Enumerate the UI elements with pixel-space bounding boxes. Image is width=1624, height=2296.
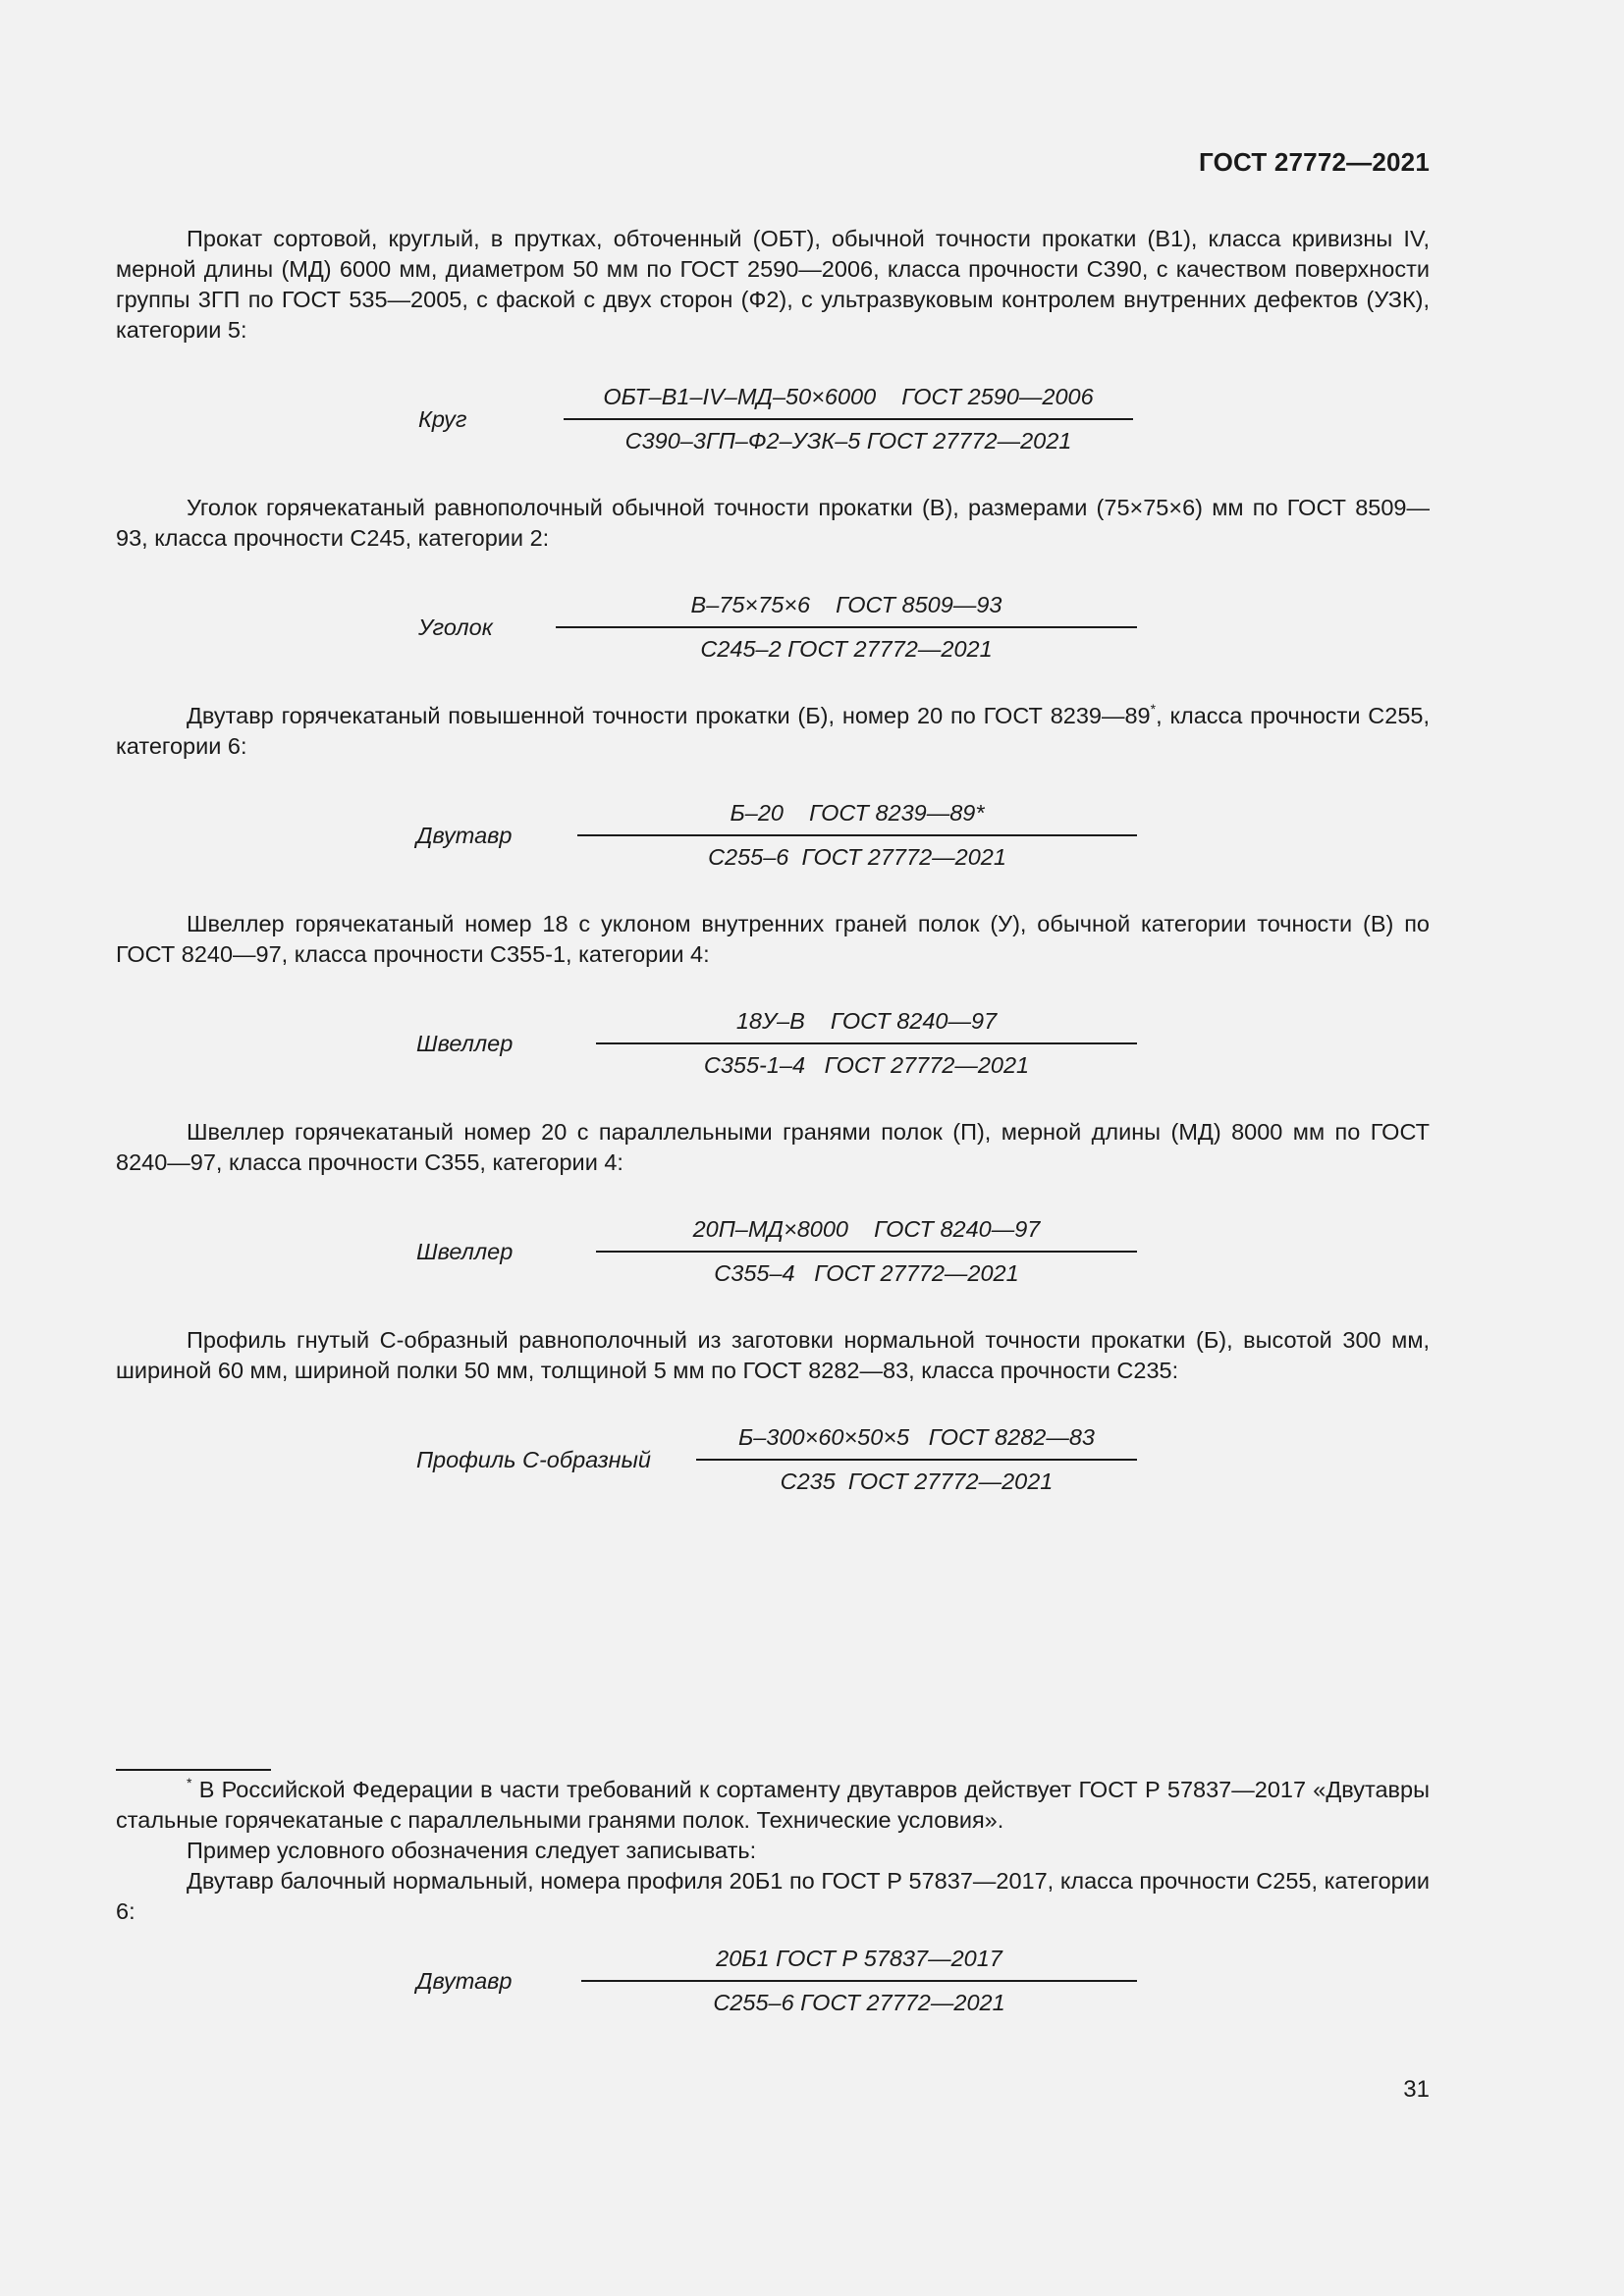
formula-denominator: С355-1–4 ГОСТ 27772—2021 — [703, 1052, 1030, 1078]
footnote-text: Пример условного обозначения следует записывать: — [187, 1838, 757, 1863]
formula-numerator: 18У–В ГОСТ 8240—97 — [735, 1008, 998, 1034]
footnote-separator — [116, 1769, 271, 1771]
formula-numerator: В–75×75×6 ГОСТ 8509—93 — [690, 592, 1002, 617]
main-content — [116, 224, 1430, 1533]
formula-denominator: С355–4 ГОСТ 27772—2021 — [714, 1260, 1019, 1286]
formula-numerator: Б–300×60×50×5 ГОСТ 8282—83 — [738, 1424, 1095, 1450]
designation-formula — [116, 1178, 1430, 1325]
document-header: ГОСТ 27772—2021 — [1199, 147, 1430, 177]
footnote-reference: * — [1150, 701, 1157, 717]
formula-denominator: С255–6 ГОСТ 27772—2021 — [708, 844, 1006, 870]
formula-fraction — [596, 1214, 1137, 1289]
formula-fraction — [556, 590, 1137, 665]
description-text: Двутавр горячекатаный повышенной точности прокатки (Б), номер 20 по ГОСТ 8239—89 — [187, 703, 1151, 728]
formula-numerator: 20Б1 ГОСТ Р 57837—2017 — [716, 1946, 1002, 1971]
footnote-text — [116, 1775, 1430, 1836]
formula-numerator: ОБТ–В1–IV–МД–50×6000 ГОСТ 2590—2006 — [603, 384, 1094, 409]
formula-numerator: Б–20 ГОСТ 8239—89* — [730, 800, 985, 826]
formula-fraction — [696, 1422, 1137, 1497]
formula-label: Швеллер — [416, 1030, 514, 1056]
formula-numerator: 20П–МД×8000 ГОСТ 8240—97 — [692, 1216, 1041, 1242]
formula-label: Уголок — [418, 614, 493, 640]
formula-denominator: С235 ГОСТ 27772—2021 — [780, 1468, 1054, 1494]
example-description: Профиль гнутый С-образный равнополочный из заготовки нормальной точности прокатки (Б), высотой 300 мм, шириной 60 мм, шириной полки 50 мм, толщиной 5 мм по ГОСТ 8282—83, класса прочности С235: — [116, 1327, 1430, 1383]
formula-label: Двутавр — [416, 1967, 513, 1994]
example-description: Уголок горячекатаный равнополочный обычной точности прокатки (В), размерами (75×75×6) мм по ГОСТ 8509—93, класса прочности С245, категории 2: — [116, 495, 1430, 551]
formula-fraction — [577, 798, 1137, 873]
designation-formula — [116, 762, 1430, 909]
page-number: 31 — [1403, 2076, 1430, 2103]
formula-label: Профиль С-образный — [416, 1446, 651, 1472]
formula-denominator: С255–6 ГОСТ 27772—2021 — [713, 1990, 1005, 2015]
formula-denominator: С390–3ГП–Ф2–УЗК–5 ГОСТ 27772—2021 — [624, 428, 1072, 454]
designation-formula — [116, 554, 1430, 701]
formula-label: Швеллер — [416, 1238, 514, 1264]
designation-formula — [116, 970, 1430, 1117]
example-description: Швеллер горячекатаный номер 18 с уклоном внутренних граней полок (У), обычной категории точности (В) по ГОСТ 8240—97, класса прочности С355-1, категории 4: — [116, 911, 1430, 967]
footnote-line: В Российской Федерации в части требований к сортаменту двутавров действует ГОСТ Р 57837—2017 «Двутавры стальные горячекатаные с параллельными гранями полок. Технические условия». — [116, 1777, 1430, 1833]
formula-label: Двутавр — [416, 822, 513, 848]
example-description — [116, 701, 1430, 762]
formula-fraction — [581, 1944, 1137, 2018]
footnote — [116, 1775, 1430, 2035]
footnote-text: Двутавр балочный нормальный, номера профиля 20Б1 по ГОСТ Р 57837—2017, класса прочности С255, категории 6: — [116, 1868, 1430, 1924]
designation-formula — [116, 346, 1430, 493]
formula-denominator: С245–2 ГОСТ 27772—2021 — [700, 636, 993, 662]
example-description: Прокат сортовой, круглый, в прутках, обточенный (ОБТ), обычной точности прокатки (В1), класса кривизны IV, мерной длины (МД) 6000 мм, диаметром 50 мм по ГОСТ 2590—2006, класса прочности С390, с качеством поверхности группы 3ГП по ГОСТ 535—2005, с фаской с двух сторон (Ф2), с ультразвуковым контролем внутренних дефектов (УЗК), категории 5: — [116, 226, 1430, 343]
description-text: , класса прочности С255, категории 6: — [116, 703, 1430, 759]
example-description: Швеллер горячекатаный номер 20 с параллельными гранями полок (П), мерной длины (МД) 8000 мм по ГОСТ 8240—97, класса прочности С355, категории 4: — [116, 1119, 1430, 1175]
formula-fraction — [596, 1006, 1137, 1081]
formula-fraction — [564, 382, 1133, 456]
designation-formula — [116, 1927, 1430, 2035]
formula-label: Круг — [418, 405, 467, 432]
designation-formula — [116, 1386, 1430, 1533]
footnote-marker: * — [187, 1775, 192, 1790]
